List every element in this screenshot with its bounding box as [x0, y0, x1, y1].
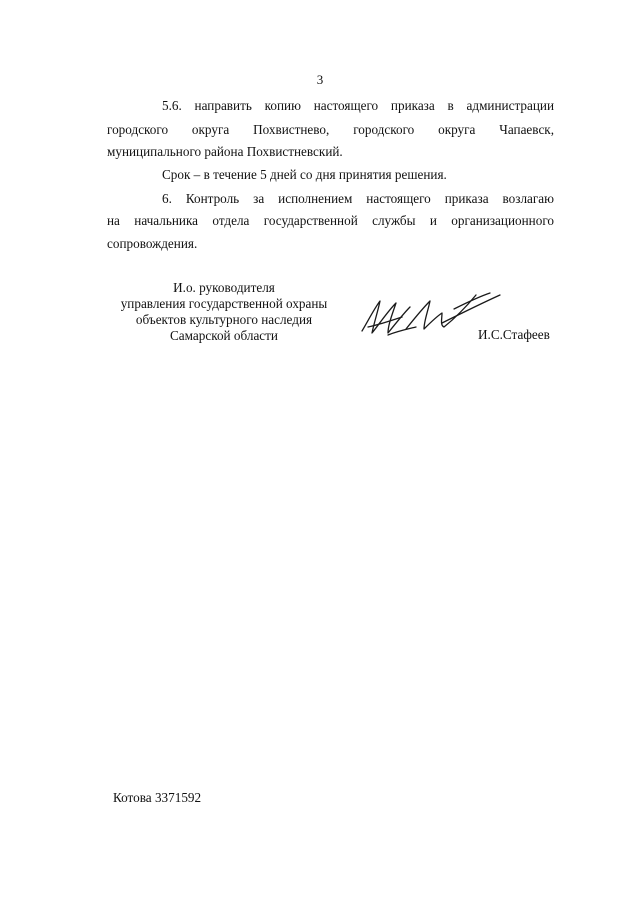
- signatory-position: [105, 280, 343, 344]
- position-line: объектов культурного наследия: [135, 312, 313, 327]
- executor-line: Котова 3371592: [113, 790, 202, 805]
- position-line: управления государственной охраны: [120, 296, 328, 311]
- paragraph-line: муниципального района Похвистневский.: [107, 144, 343, 159]
- signer-name: И.С.Стафеев: [478, 327, 550, 342]
- paragraph-line: 6. Контроль за исполнением настоящего приказа возлагаю: [162, 191, 554, 206]
- position-line: Самарской области: [170, 328, 278, 343]
- paragraph-line: городского округа Похвистнево, городского округа Чапаевск,: [107, 122, 554, 137]
- paragraph-line: 5.6. направить копию настоящего приказа в администрации: [162, 98, 554, 113]
- position-line: И.о. руководителя: [173, 280, 275, 295]
- page-number: 3: [316, 72, 324, 87]
- paragraph-line: сопровождения.: [107, 236, 198, 251]
- deadline-paragraph: Срок – в течение 5 дней со дня принятия решения.: [162, 167, 447, 182]
- paragraph-line: на начальника отдела государственной службы и организационного: [107, 213, 554, 228]
